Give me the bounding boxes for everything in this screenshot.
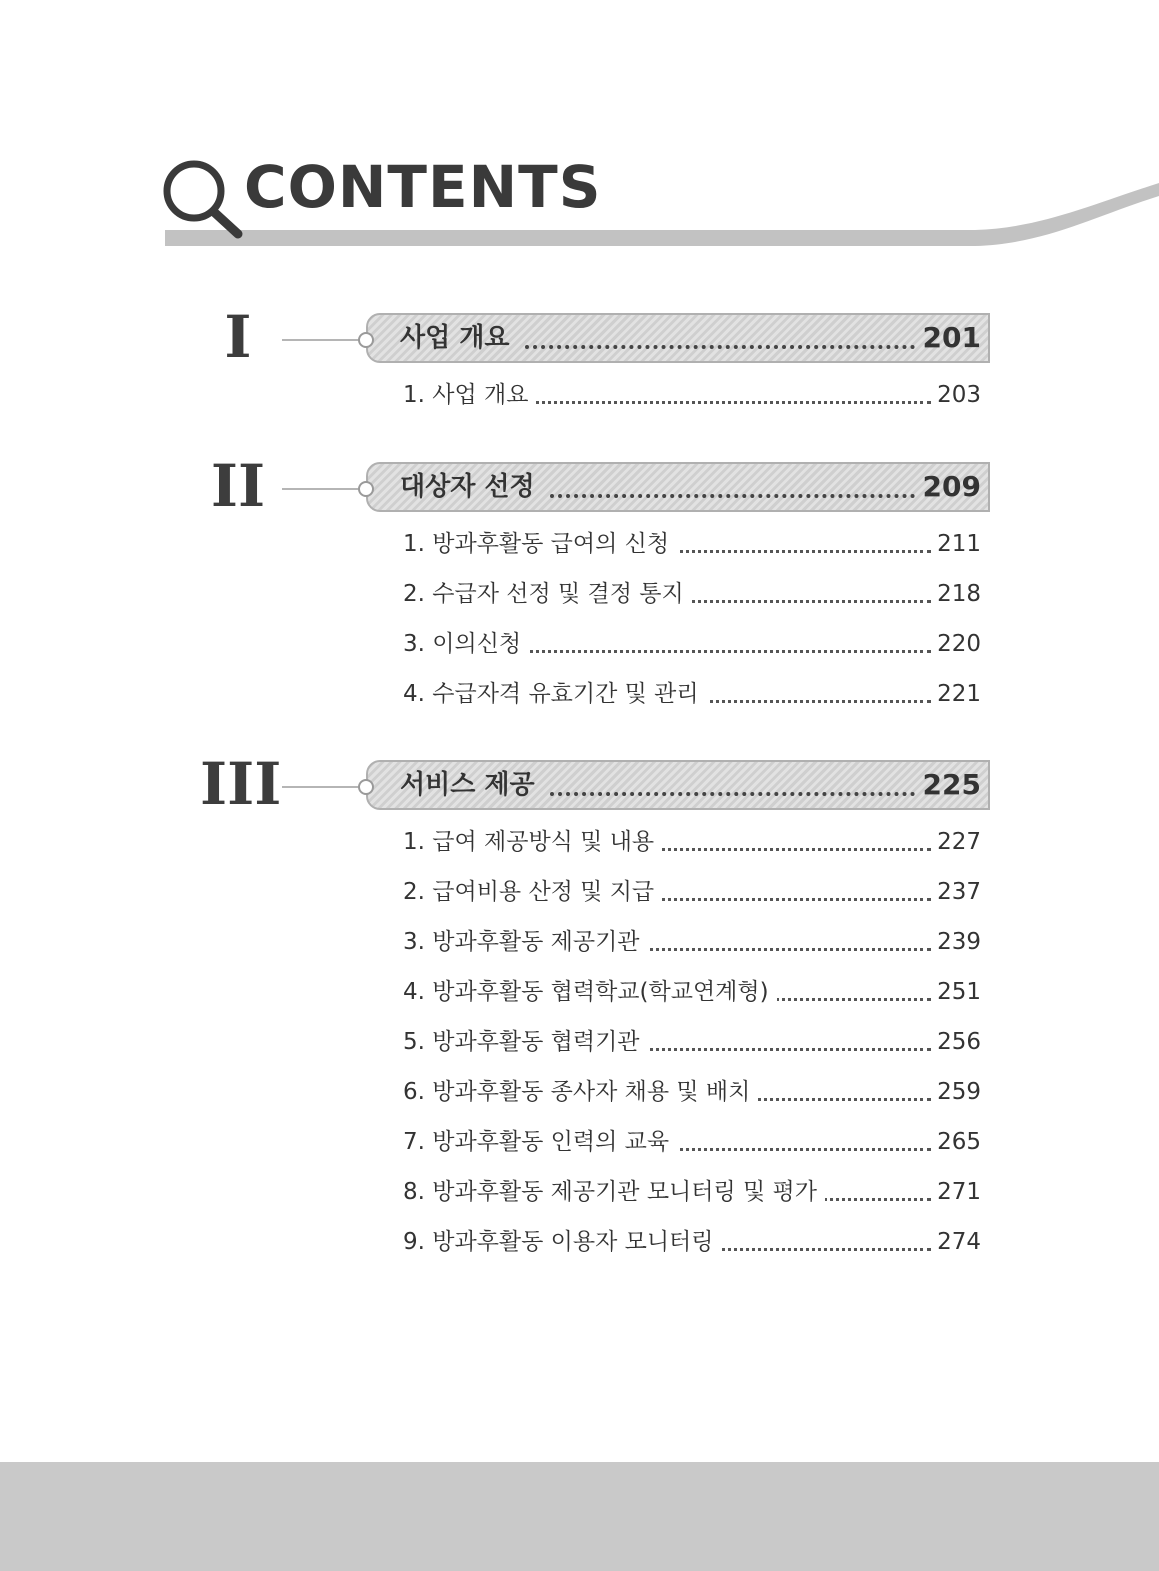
entry-label: 8. 방과후활동 제공기관 모니터링 및 평가 xyxy=(403,1174,825,1210)
connector-line xyxy=(282,786,362,788)
entry-page-number: 237 xyxy=(931,874,981,910)
entry-label: 4. 방과후활동 협력학교(학교연계형) xyxy=(403,974,777,1010)
toc-entry[interactable] xyxy=(403,1224,981,1260)
entry-label: 1. 사업 개요 xyxy=(403,377,536,413)
entry-page-number: 220 xyxy=(931,626,981,662)
toc-entry[interactable] xyxy=(403,526,981,562)
page-title: CONTENTS xyxy=(244,153,602,221)
toc-entry[interactable] xyxy=(403,1024,981,1060)
entry-page-number: 203 xyxy=(931,377,981,413)
section-leader-dots xyxy=(550,474,915,498)
section-leader-dots xyxy=(550,772,915,796)
toc-entry[interactable] xyxy=(403,1074,981,1110)
entry-page-number: 221 xyxy=(931,676,981,712)
entry-page-number: 239 xyxy=(931,924,981,960)
entry-page-number: 274 xyxy=(931,1224,981,1260)
section-numeral: I xyxy=(224,303,252,371)
section-numeral: III xyxy=(200,750,282,818)
toc-entry[interactable] xyxy=(403,874,981,910)
connector-line xyxy=(282,488,362,490)
toc-entry[interactable] xyxy=(403,377,981,413)
toc-entry[interactable] xyxy=(403,626,981,662)
section-title[interactable]: 서비스 제공 xyxy=(400,770,535,800)
entry-label: 2. 수급자 선정 및 결정 통지 xyxy=(403,576,692,612)
toc-entry[interactable] xyxy=(403,924,981,960)
section-numeral: II xyxy=(210,452,266,520)
section-leader-dots xyxy=(525,325,915,349)
entry-label: 9. 방과후활동 이용자 모니터링 xyxy=(403,1224,722,1260)
entry-label: 6. 방과후활동 종사자 채용 및 배치 xyxy=(403,1074,758,1110)
entry-page-number: 256 xyxy=(931,1024,981,1060)
entry-label: 3. 이의신청 xyxy=(403,626,529,662)
entry-label: 4. 수급자격 유효기간 및 관리 xyxy=(403,676,707,712)
entry-page-number: 259 xyxy=(931,1074,981,1110)
section-title[interactable]: 사업 개요 xyxy=(400,323,510,353)
entry-page-number: 227 xyxy=(931,824,981,860)
entry-label: 1. 급여 제공방식 및 내용 xyxy=(403,824,662,860)
entry-page-number: 218 xyxy=(931,576,981,612)
entry-label: 3. 방과후활동 제공기관 xyxy=(403,924,648,960)
toc-entry[interactable] xyxy=(403,676,981,712)
magnifier-icon xyxy=(167,164,238,234)
section-page-number: 201 xyxy=(922,321,981,354)
entry-page-number: 265 xyxy=(931,1124,981,1160)
connector-dot-icon xyxy=(358,332,374,348)
connector-dot-icon xyxy=(358,779,374,795)
toc-entry[interactable] xyxy=(403,576,981,612)
section-page-number: 225 xyxy=(922,768,981,801)
contents-header xyxy=(0,0,1159,260)
toc-entry[interactable] xyxy=(403,974,981,1010)
toc-entry[interactable] xyxy=(403,824,981,860)
connector-dot-icon xyxy=(358,481,374,497)
entry-label: 1. 방과후활동 급여의 신청 xyxy=(403,526,677,562)
toc-entry[interactable] xyxy=(403,1124,981,1160)
footer-band xyxy=(0,1462,1159,1571)
section-title[interactable]: 대상자 선정 xyxy=(400,472,535,502)
toc-entry[interactable] xyxy=(403,1174,981,1210)
entry-label: 7. 방과후활동 인력의 교육 xyxy=(403,1124,677,1160)
entry-label: 5. 방과후활동 협력기관 xyxy=(403,1024,648,1060)
entry-page-number: 251 xyxy=(931,974,981,1010)
section-page-number: 209 xyxy=(922,470,981,503)
entry-page-number: 271 xyxy=(931,1174,981,1210)
entry-page-number: 211 xyxy=(931,526,981,562)
entry-label: 2. 급여비용 산정 및 지급 xyxy=(403,874,662,910)
connector-line xyxy=(282,339,362,341)
